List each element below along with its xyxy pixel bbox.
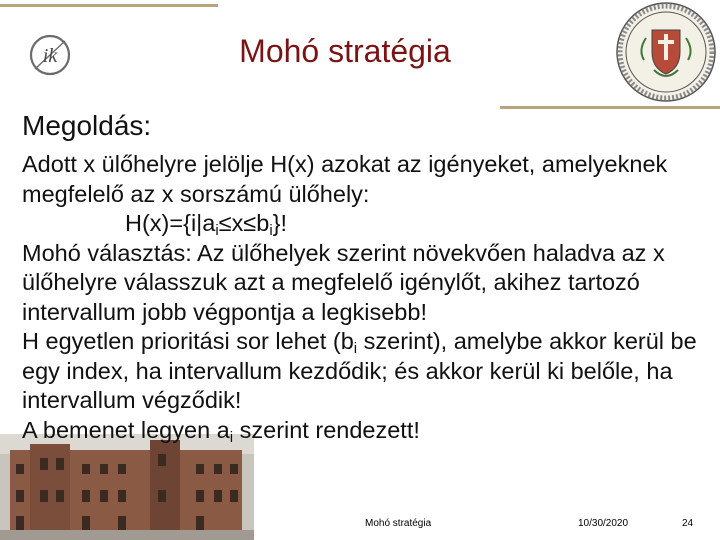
- input-sorted-paragraph: [22, 416, 712, 446]
- formula-post: }!: [272, 210, 288, 236]
- seal-decorative-rule: [500, 106, 720, 109]
- pq-pre: H egyetlen prioritási sor lehet (b: [22, 328, 354, 354]
- university-seal: [614, 0, 718, 104]
- slide-body: [22, 150, 712, 445]
- building-photo: [0, 434, 254, 540]
- pq-sub: i: [353, 340, 358, 357]
- slide-title: Mohó stratégia: [239, 33, 451, 69]
- formula-sub-a: i: [215, 222, 219, 239]
- pq-post: szerint), amelybe akkor kerül be egy index, ha intervallum kezdődik; és akkor kerül ki belőle, ha intervallum végződik!: [22, 328, 697, 413]
- definition-paragraph: Adott x ülőhelyre jelölje H(x) azokat az igényeket, amelyeknek megfelelő az x sorszámú ülőhely:: [22, 151, 668, 207]
- footer-title: Mohó stratégia: [365, 518, 432, 529]
- footer-page-number: 24: [682, 518, 694, 529]
- formula-line: [22, 209, 712, 239]
- ik-logo-text: ik: [42, 45, 58, 67]
- formula-mid: ≤x≤b: [218, 210, 270, 236]
- formula-sub-b: i: [269, 222, 273, 239]
- solution-heading: Megoldás:: [22, 110, 152, 141]
- input-sub: i: [229, 428, 234, 446]
- input-pre: A bemenet legyen a: [22, 416, 230, 443]
- input-post: szerint rendezett!: [233, 416, 420, 443]
- priority-queue-paragraph: [22, 327, 712, 416]
- formula-pre: H(x)={i|a: [125, 210, 216, 236]
- greedy-choice-paragraph: Mohó választás: Az ülőhelyek szerint növekvően haladva az x ülőhelyre válasszuk azt a megfelelő igénylőt, akihez tartozó intervallum jobb végpontja a legkisebb!: [22, 239, 665, 325]
- footer-date: 10/30/2020: [578, 518, 629, 529]
- top-decorative-rule: [0, 4, 218, 7]
